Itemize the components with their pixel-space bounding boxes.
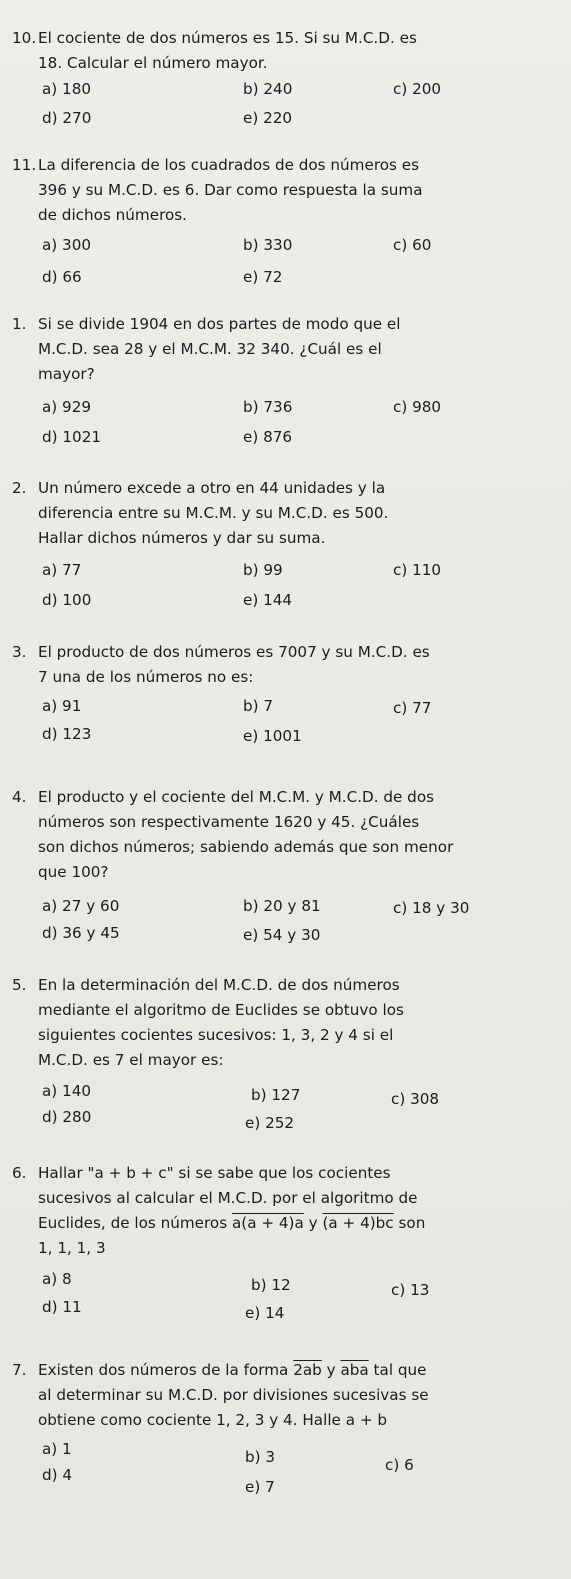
- statement-line: En la determinación del M.C.D. de dos números: [38, 976, 400, 994]
- option-e: e) 876: [243, 428, 293, 446]
- option-c: c) 980: [393, 398, 442, 416]
- option-b: b) 3: [245, 1448, 276, 1466]
- statement-line: mayor?: [38, 365, 95, 383]
- option-a: a) 300: [42, 236, 92, 254]
- option-c: c) 18 y 30: [393, 899, 470, 917]
- statement-line: 1, 1, 1, 3: [38, 1239, 106, 1257]
- option-b: b) 127: [251, 1086, 301, 1104]
- statement-line: obtiene como cociente 1, 2, 3 y 4. Halle a + b: [38, 1411, 388, 1429]
- option-a: a) 140: [42, 1082, 92, 1100]
- problem-statement: [12, 973, 560, 1073]
- option-c: c) 110: [393, 561, 442, 579]
- option-b: b) 240: [243, 80, 293, 98]
- statement-line: El producto y el cociente del M.C.M. y M.C.D. de dos: [38, 788, 435, 806]
- statement-line: números son respectivamente 1620 y 45. ¿Cuáles: [38, 813, 420, 831]
- option-b: b) 20 y 81: [243, 897, 321, 915]
- statement-line: Un número excede a otro en 44 unidades y la: [38, 479, 386, 497]
- problem-statement: [12, 26, 560, 76]
- option-c: c) 308: [391, 1090, 440, 1108]
- problem-statement: [12, 640, 560, 690]
- option-a: a) 27 y 60: [42, 897, 120, 915]
- statement-line: 7 una de los números no es:: [38, 668, 254, 686]
- statement-line: 18. Calcular el número mayor.: [38, 54, 268, 72]
- statement-line: son dichos números; sabiendo además que son menor: [38, 838, 454, 856]
- option-d: d) 4: [42, 1466, 73, 1484]
- option-c: c) 13: [391, 1281, 430, 1299]
- statement-line: Si se divide 1904 en dos partes de modo que el: [38, 315, 401, 333]
- option-e: e) 72: [243, 268, 283, 286]
- problem-number: 7.: [12, 1361, 27, 1379]
- problem-statement: [12, 785, 560, 885]
- statement-line: El cociente de dos números es 15. Si su M.C.D. es: [38, 29, 417, 47]
- statement-line: M.C.D. es 7 el mayor es:: [38, 1051, 224, 1069]
- option-b: b) 7: [243, 697, 274, 715]
- option-e: e) 7: [245, 1478, 275, 1496]
- problem-statement: [12, 1358, 560, 1433]
- option-b: b) 12: [251, 1276, 291, 1294]
- option-d: d) 270: [42, 109, 92, 127]
- statement-line: que 100?: [38, 863, 109, 881]
- option-d: d) 11: [42, 1298, 82, 1316]
- option-a: a) 180: [42, 80, 92, 98]
- option-d: d) 66: [42, 268, 82, 286]
- statement-line: siguientes cocientes sucesivos: 1, 3, 2 y 4 si el: [38, 1026, 394, 1044]
- option-e: e) 252: [245, 1114, 295, 1132]
- option-d: d) 280: [42, 1108, 92, 1126]
- problem-number: 5.: [12, 976, 27, 994]
- problem-number: 2.: [12, 479, 27, 497]
- option-b: b) 330: [243, 236, 293, 254]
- statement-line: al determinar su M.C.D. por divisiones sucesivas se: [38, 1386, 429, 1404]
- option-e: e) 1001: [243, 727, 302, 745]
- option-c: c) 200: [393, 80, 442, 98]
- overlined-number-2: $\overline{aba}$: [340, 1361, 369, 1379]
- statement-line: Existen dos números de la forma 2ab y $\overline{aba}$ tal que: [38, 1361, 427, 1379]
- problem-number: 6.: [12, 1164, 27, 1182]
- option-e: e) 54 y 30: [243, 926, 321, 944]
- problem-number: 1.: [12, 315, 27, 333]
- option-b: b) 736: [243, 398, 293, 416]
- option-a: a) 77: [42, 561, 82, 579]
- option-c: c) 60: [393, 236, 432, 254]
- statement-line: Hallar "a + b + c" si se sabe que los cocientes: [38, 1164, 391, 1182]
- statement-line: El producto de dos números es 7007 y su M.C.D. es: [38, 643, 430, 661]
- option-d: d) 1021: [42, 428, 102, 446]
- statement-line: M.C.D. sea 28 y el M.C.M. 32 340. ¿Cuál es el: [38, 340, 382, 358]
- option-d: d) 123: [42, 725, 92, 743]
- overlined-number-1: 2ab: [293, 1361, 322, 1379]
- option-a: a) 1: [42, 1440, 72, 1458]
- problem-number: 10.: [12, 29, 37, 47]
- option-d: d) 36 y 45: [42, 924, 120, 942]
- problem-statement: [12, 1161, 560, 1261]
- statement-line: diferencia entre su M.C.M. y su M.C.D. es 500.: [38, 504, 389, 522]
- option-d: d) 100: [42, 591, 92, 609]
- option-c: c) 6: [385, 1456, 414, 1474]
- option-a: a) 929: [42, 398, 92, 416]
- option-e: e) 220: [243, 109, 293, 127]
- problem-number: 11.: [12, 156, 37, 174]
- overlined-number-1: a(a + 4)a: [231, 1214, 304, 1232]
- problem-statement: [12, 153, 560, 228]
- statement-line: sucesivos al calcular el M.C.D. por el algoritmo de: [38, 1189, 418, 1207]
- option-c: c) 77: [393, 699, 432, 717]
- problem-statement: [12, 476, 560, 551]
- option-a: a) 91: [42, 697, 82, 715]
- overlined-number-2: (a + 4)bc: [322, 1214, 394, 1232]
- statement-line: 396 y su M.C.D. es 6. Dar como respuesta la suma: [38, 181, 423, 199]
- statement-line: mediante el algoritmo de Euclides se obtuvo los: [38, 1001, 404, 1019]
- option-e: e) 144: [243, 591, 293, 609]
- statement-line: Euclides, de los números a(a + 4)a y (a + 4)bc son: [38, 1214, 426, 1232]
- problem-number: 4.: [12, 788, 27, 806]
- option-a: a) 8: [42, 1270, 72, 1288]
- option-b: b) 99: [243, 561, 283, 579]
- problem-statement: [12, 312, 560, 387]
- problem-number: 3.: [12, 643, 27, 661]
- statement-line: de dichos números.: [38, 206, 188, 224]
- option-e: e) 14: [245, 1304, 285, 1322]
- statement-line: La diferencia de los cuadrados de dos números es: [38, 156, 420, 174]
- statement-line: Hallar dichos números y dar su suma.: [38, 529, 326, 547]
